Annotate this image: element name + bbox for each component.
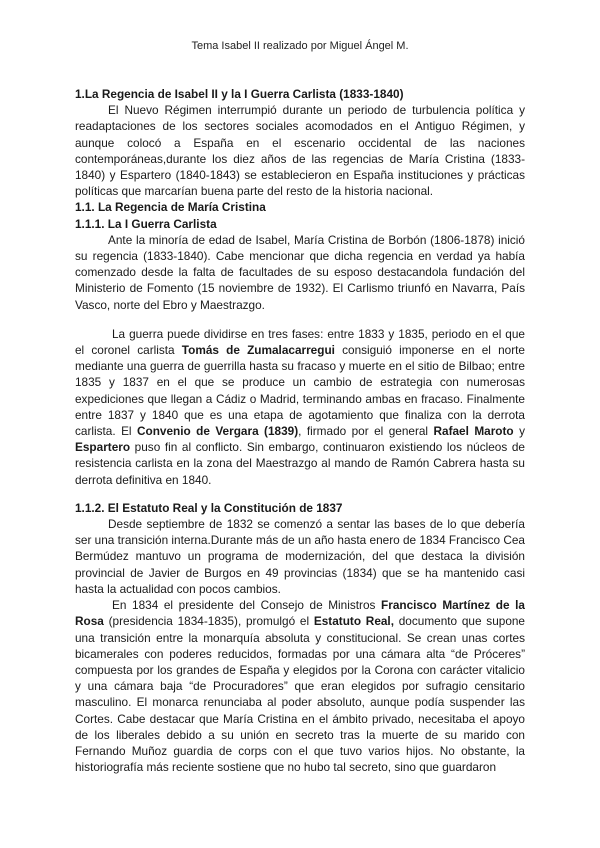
section-heading-1: 1.La Regencia de Isabel II y la I Guerra Carlista (1833-1840) <box>75 87 404 101</box>
text-run: consiguió imponerse en el norte mediante una guerra de guerrilla hasta su fracaso y muerte en el sitio de Bilbao; entre 1835 y 1837 en el que se produce un cambio de estrategia con numerosas expediciones que llegan a Cádiz o Madrid, terminando ambas en fracaso. Finalmente entre 1837 y 1840 que es una etapa de agotamiento que finaliza con la derrota carlista. El <box>75 343 525 439</box>
section-heading-1-1-1: 1.1.1. La I Guerra Carlista <box>75 216 217 231</box>
paragraph-intro: El Nuevo Régimen interrumpió durante un periodo de turbulencia política y readaptaciones de los sectores sociales acomodados en el Antiguo Régimen, y aunque colocó a España en el escenario occidental de las naciones contemporáneas,durante los diez años de las regencias de María Cristina (1833-1840) y Espartero (1840-1843) se establecieron en España instituciones y prácticas políticas que marcarían buena parte del resto de la historia nacional. <box>75 103 525 199</box>
page-header: Tema Isabel II realizado por Miguel Ángel M. <box>191 40 409 52</box>
paragraph-spacer <box>75 488 525 500</box>
paragraph-estatuto-real <box>75 597 525 775</box>
text-run: (presidencia 1834-1835), promulgó el <box>103 614 314 629</box>
paragraph-spacer <box>75 313 525 326</box>
bold-espartero: Espartero <box>75 440 131 455</box>
document-body <box>75 86 525 775</box>
paragraph-war-phases <box>75 326 525 488</box>
bold-martinez-de-la-rosa: Francisco Martínez de la Rosa <box>75 598 525 629</box>
text-run: y <box>513 424 525 439</box>
text-run: puso fin al conflicto. Sin embargo, continuaron existiendo los núcleos de resistencia carlista en la zona del Maestrazgo al mando de Ramón Cabrera hasta su derrota definitiva en 1840. <box>75 440 525 487</box>
text-run: La guerra puede dividirse en tres fases: entre 1833 y 1835, periodo en el que el coronel carlista <box>75 326 525 358</box>
bold-zumalacarregui: Tomás de Zumalacarregui <box>181 343 335 358</box>
bold-convenio-vergara: Convenio de Vergara (1839) <box>136 424 299 439</box>
bold-rafael-maroto: Rafael Maroto <box>433 424 514 439</box>
section-heading-1-1: 1.1. La Regencia de María Cristina <box>75 200 266 215</box>
text-run: , firmado por el general <box>298 424 434 439</box>
bold-estatuto-real: Estatuto Real, <box>313 614 394 629</box>
paragraph-regency: Ante la minoría de edad de Isabel, María Cristina de Borbón (1806-1878) inició su regencia (1833-1840). Cabe mencionar que dicha regencia en verdad ya había comenzado desde la falta de facultades de su esposo destacandola fundación del Ministerio de Fomento (15 noviembre de 1932). El Carlismo triunfó en Navarra, País Vasco, norte del Ebro y Maestrazgo. <box>75 232 525 312</box>
text-run: documento que supone una transición entre la monarquía absoluta y constitucional. Se crean unas cortes bicamerales con poderes reducidos, formadas por una cámara alta “de Próceres” compuesta por los grandes de España y elegidos por la Corona con carácter vitalicio y una cámara baja “de Procuradores” que eran elegidos por sufragio censitario masculino. El monarca renunciaba al poder absoluto, aunque podía suspender las Cortes. Cabe destacar que María Cristina en el ámbito privado, necesitaba el apoyo de los liberales debido a su unión en secreto tras la muerte de su marido con Fernando Muñoz guardia de corps con el que tuvo varios hijos. No obstante, la historiografía más reciente sostiene que no hubo tal secreto, sino que guardaron <box>75 614 525 775</box>
section-heading-1-1-2: 1.1.2. El Estatuto Real y la Constitución de 1837 <box>75 500 343 515</box>
text-run: En 1834 el presidente del Consejo de Ministros <box>112 598 382 613</box>
paragraph-transition: Desde septiembre de 1832 se comenzó a sentar las bases de lo que debería ser una transición interna.Durante más de un año hasta enero de 1834 Francisco Cea Bermúdez mantuvo un programa de modernización, del que destaca la división provincial de Javier de Burgos en 49 provincias (1834) que se ha mantenido casi hasta la actualidad con pocos cambios. <box>75 517 525 596</box>
